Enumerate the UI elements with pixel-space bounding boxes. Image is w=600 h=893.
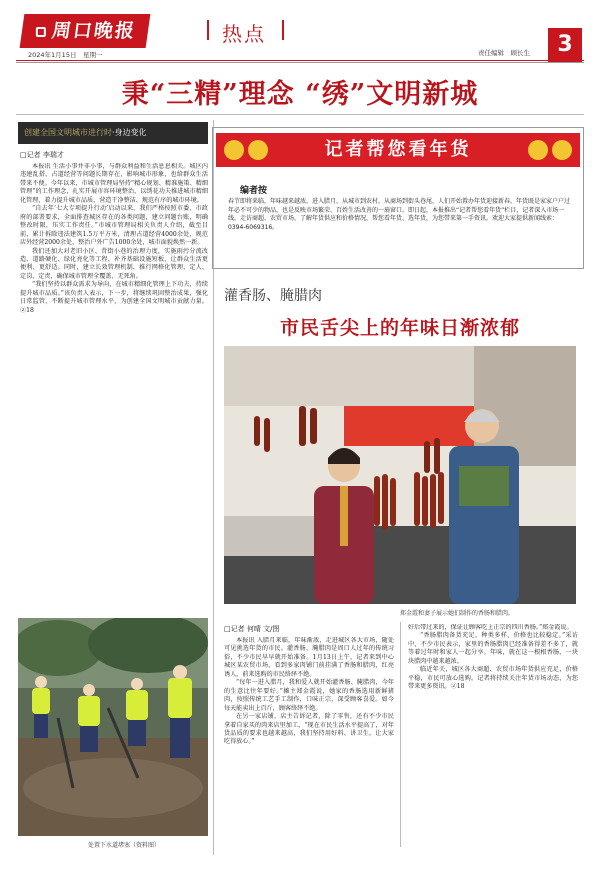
lantern-icon xyxy=(224,140,244,160)
feature-body-col2 xyxy=(408,624,578,846)
editor-note-title: 编者按 xyxy=(240,186,268,196)
main-photo-caption: 郑金霞和妻子展示她们制作的香肠和腊肉。 xyxy=(400,610,515,617)
logo-mark-icon xyxy=(36,27,46,37)
paragraph: “我们坚持以群众需求为导向，在城市精细化管理上下功夫，持续提升城市品质。”该负责人表示，下一步，将继续巩固整治成果，强化日常监管，不断提升城市管理水平，为创建全国文明城市贡献力量。②18 xyxy=(20,281,208,314)
page-headline: 秉“三精”理念 “绣”文明新城 xyxy=(121,79,479,110)
paragraph: “每年一进入腊月，我和爱人就开始灌香肠、腌腊肉，今年的生意比往年要好。”摊主郑金霞说，她家的香肠选用新鲜猪肉，按照传统工艺手工制作，口味正宗，深受顾客喜爱。如今每天能卖出上百斤，顾客络绎不绝。 xyxy=(224,679,394,712)
drainage-photo xyxy=(18,618,208,836)
issue-date: 2024年1月15日 星期一 xyxy=(28,51,103,59)
paragraph: 我们还加大对老旧小区、背街小巷的治理力度，实施雨污分流改造、道路硬化、绿化亮化等工程，补齐基础设施短板，让群众生活更便利、更舒适。同时，建立长效管理机制，推行网格化管理，定人、定岗、定责，确保城市管理全覆盖、无死角。 xyxy=(20,247,208,280)
paragraph: 临近年关，城区各大商超、农贸市场年货供应充足，价格平稳，市民可放心选购。记者将持续关注年货市场动态，为您带来更多资讯。②18 xyxy=(408,666,578,691)
lantern-icon xyxy=(552,140,572,160)
sausage-vendors-photo xyxy=(224,346,576,604)
left-byline: □记者 李瑞才 xyxy=(20,151,64,159)
feature-banner: 记者帮您看年货 xyxy=(216,133,580,167)
feature-title: 市民舌尖上的年味日渐浓郁 xyxy=(279,317,520,339)
left-article-body xyxy=(20,163,208,611)
editor-note: 春节即将来临，年味越来越浓。进入腊月，从城市到农村，从商场到街头巷尾，人们开始置办年货迎接新春。年货既是家家户户过年必不可少的物品，也是反映市场繁荣、百姓生活改善的一扇窗口。即日起，本报推出“记者帮您看年货”栏目，记者深入市场一线，走访商超、农贸市场，了解年货供应和价格情况，帮您看年货、选年货，为您带来第一手资讯。欢迎大家提供新闻线索：0394-6069316。 xyxy=(228,198,571,231)
headline-rule xyxy=(16,114,584,115)
lantern-icon xyxy=(528,140,548,160)
section-divider-left xyxy=(207,20,209,40)
section-divider-right xyxy=(282,20,284,40)
header-rule-thin xyxy=(16,62,584,63)
lantern-icon xyxy=(248,140,268,160)
header-rule xyxy=(16,60,584,61)
feature-subtitle: 灌香肠、腌腊肉 xyxy=(224,288,322,304)
feature-byline: □记者 何晴 文/图 xyxy=(224,625,280,633)
column-banner: 创建全国文明城市进行时·身边变化 xyxy=(18,122,208,144)
page-number: 3 xyxy=(548,28,582,62)
section-title: 热点 xyxy=(222,22,266,46)
paragraph: “香肠腊肉备货充足，种类多样，价格也比较稳定。”采访中，不少市民表示，家里的香肠腊肉已经准备得差不多了，就等着过年时和家人一起分享。年味，就在这一根根香肠、一块块腊肉中越来越浓。 xyxy=(408,632,578,665)
feature-body-col1 xyxy=(224,637,394,847)
paragraph: “自去年‘七大专项提升行动’启动以来，我们严格按照市委、市政府的部署要求，全面排查城区存在的各类问题，建立问题台账，明确整改时限，压实工作责任。”市城市管理局相关负责人介绍，截至目前，累计拆除违法建筑1.5万平方米，清理占道经营4000余处，规范店外经营2000余处，整治户外广告1000余处，城市面貌焕然一新。 xyxy=(20,205,208,247)
paragraph: 在另一家店铺，店主告诉记者，除了零售，还有不少市民拿着自家买的肉来店里加工，“现在市民生活水平提高了，对年货品质的要求也越来越高，我们坚持用好料、讲卫生，让大家吃得放心。” xyxy=(224,713,394,746)
page-editor: 责任编辑 顾长生 xyxy=(478,49,530,57)
column-divider xyxy=(400,622,401,847)
paragraph: 本报讯 生活小事并非小事，与群众利益和生活息息相关。城区内违建乱搭、占道经营等问题长期存在，影响城市形象，也给群众生活带来不便。今年以来，市城市管理局坚持“精心规划、精准施策、精细管理”的工作理念，扎实开展市容环境整治，以绣花功夫推进城市精细化管理，着力提升城市品质，营造干净整洁、规范有序的城市环境。 xyxy=(20,163,208,204)
newspaper-logo: 周口晚报 xyxy=(20,14,151,48)
paragraph: 本报讯 入腊月来临，年味渐浓，走进城区各大市场，随处可见挑选年货的市民。灌香肠、腌腊肉是周口人过年的传统习俗，不少市民早早就开始准备。1月13日上午，记者来到中心城区某农贸市场，看到多家肉铺门前挂满了香肠和腊肉，红亮诱人，前来选购的市民络绎不绝。 xyxy=(224,637,394,678)
left-photo-caption: 处置下水道堵塞（资料图） xyxy=(88,842,161,849)
paragraph: 好后带过来的，保证让顾客吃上正宗的四川香肠。”郑金霞说。 xyxy=(408,624,573,631)
